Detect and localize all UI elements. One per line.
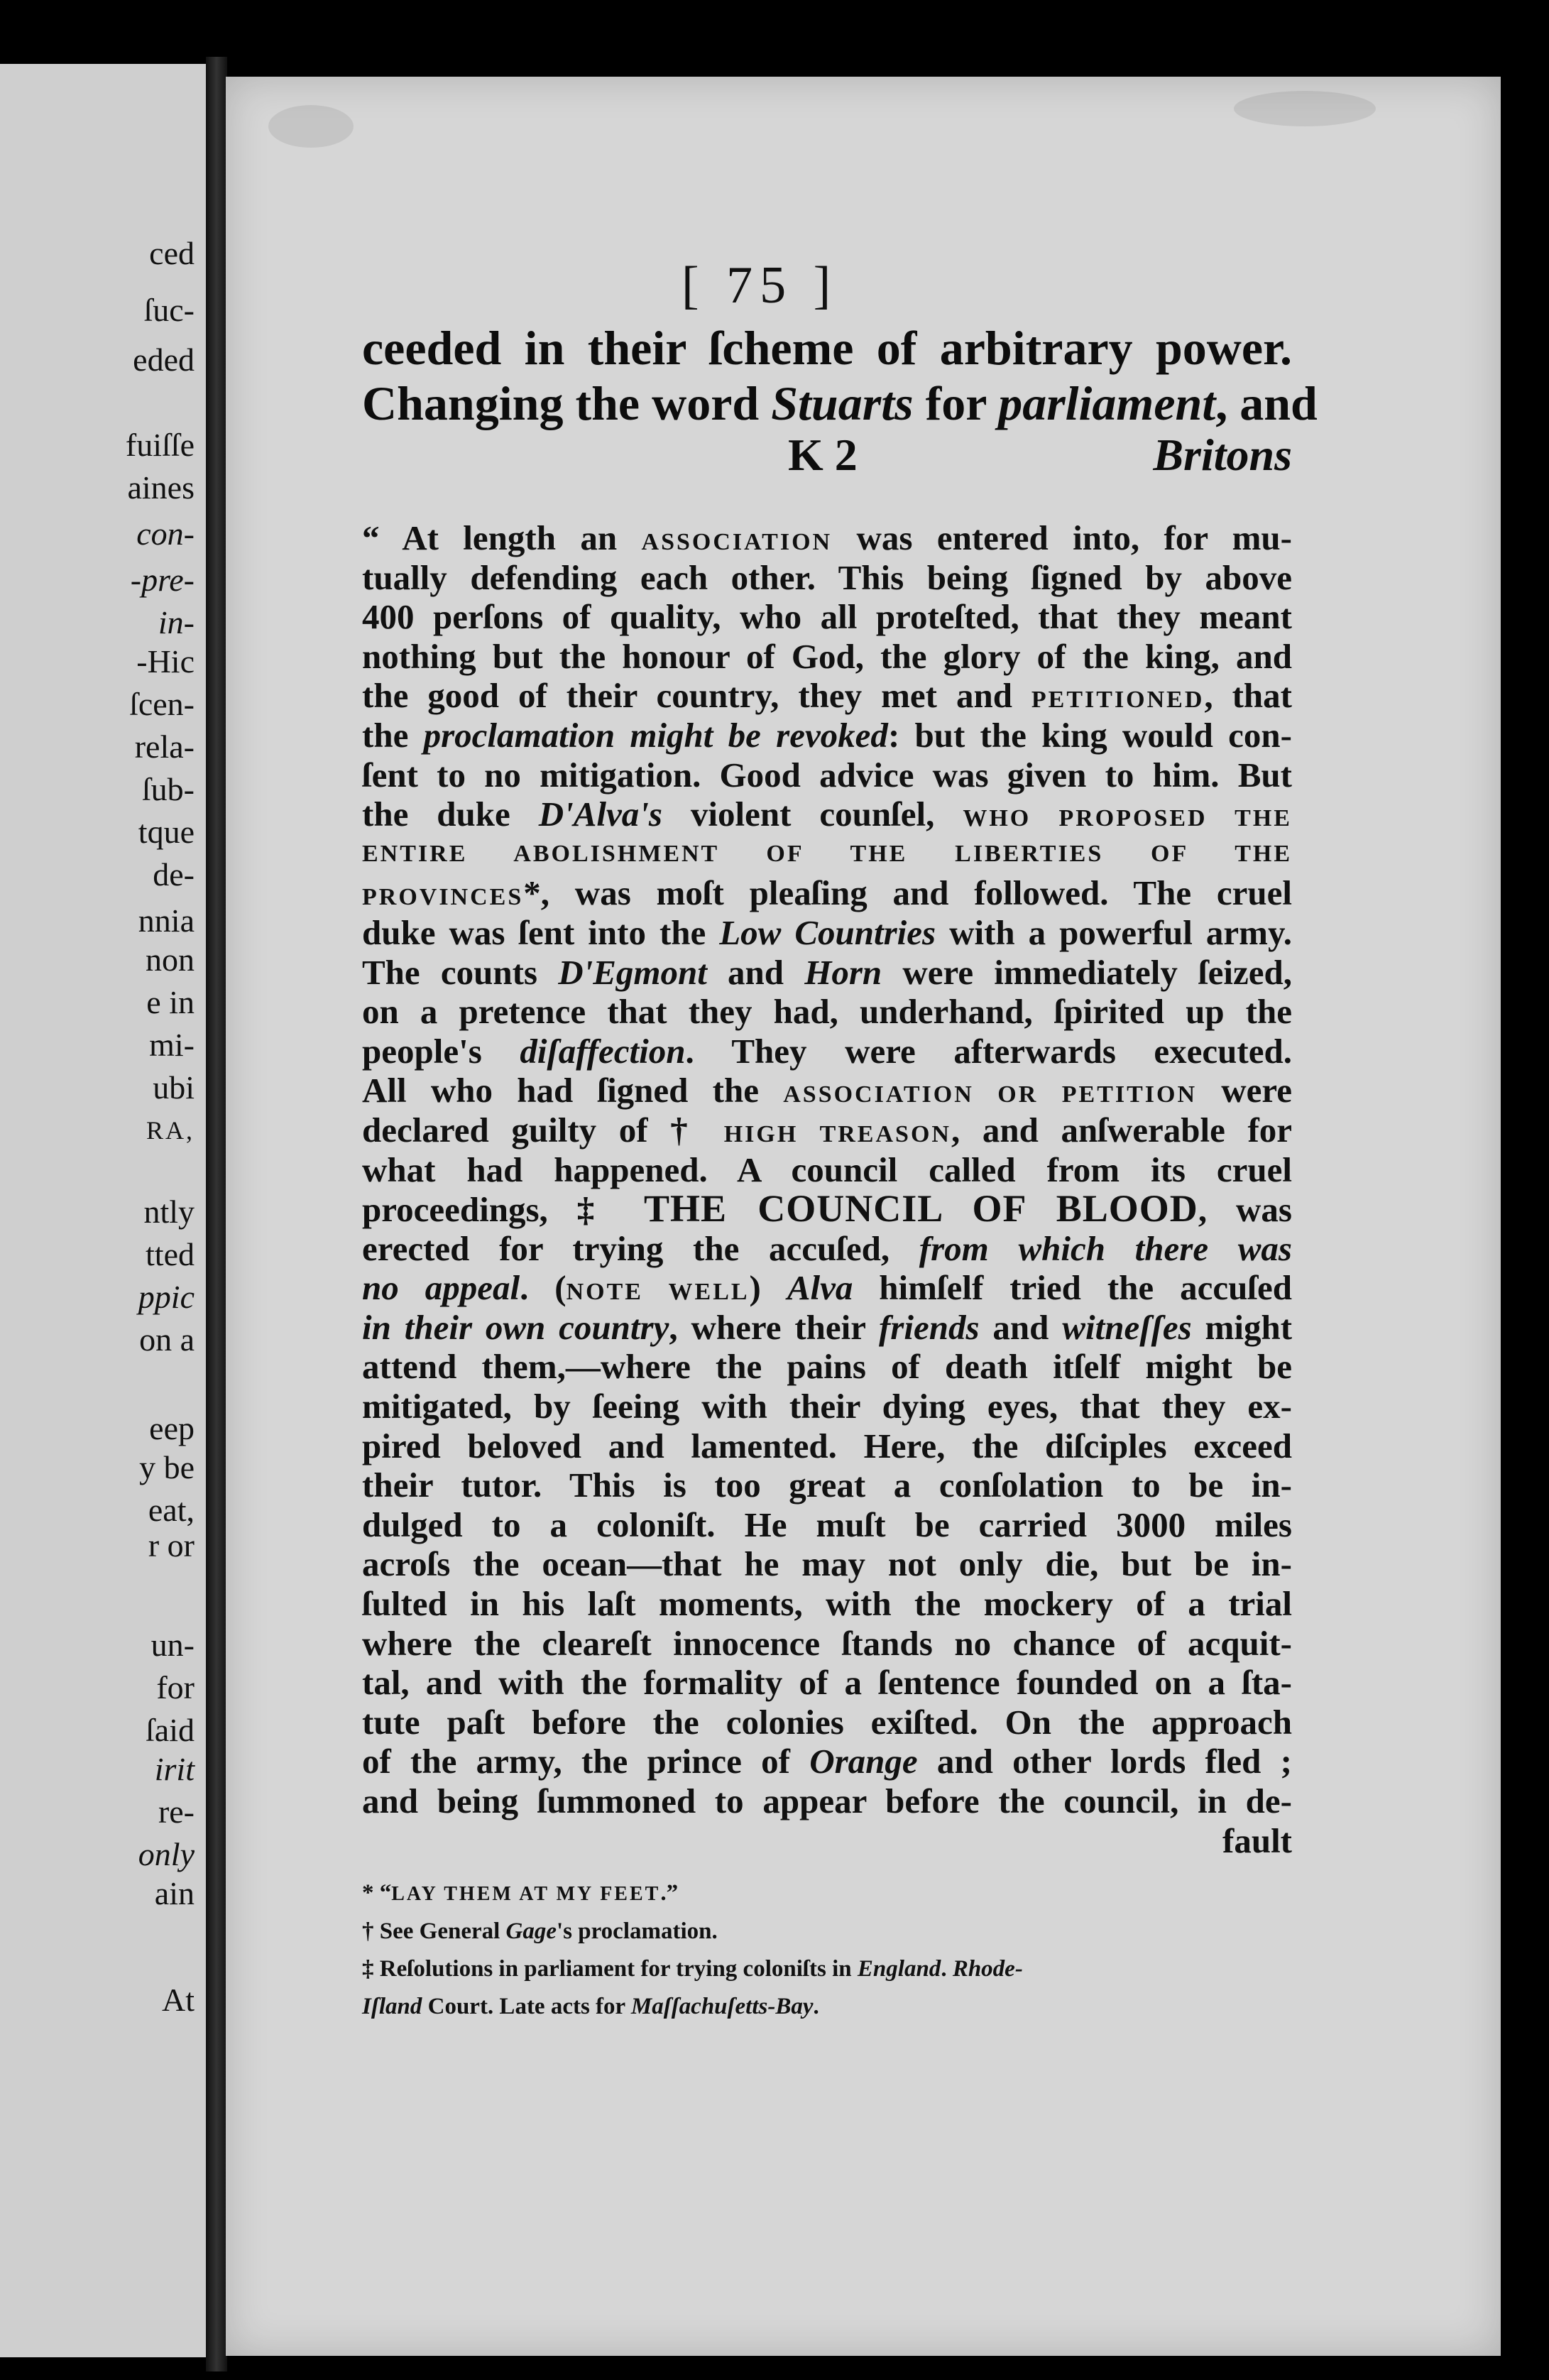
facing-page-line: -pre- bbox=[130, 562, 195, 598]
scan-border bbox=[1501, 36, 1549, 2380]
text-line: ENTIRE ABOLISHMENT OF THE LIBERTIES OF THE bbox=[362, 840, 1292, 867]
text-line: where the cleareſt innocence ſtands no chance of acquit- bbox=[362, 1623, 1292, 1663]
text-line: nothing but the honour of God, the glory of the king, and bbox=[362, 636, 1292, 676]
italic-span: Stuarts bbox=[771, 376, 914, 430]
signature-line bbox=[362, 429, 1292, 486]
facing-page-line: eded bbox=[133, 342, 195, 378]
book-gutter bbox=[206, 57, 227, 2371]
text-line: what had happened. A council called from its cruel bbox=[362, 1150, 1292, 1189]
page-number: [ 75 ] bbox=[682, 256, 838, 315]
footnotes bbox=[362, 1874, 1299, 2026]
text-line: tute paſt before the colonies exiſted. On the approach bbox=[362, 1702, 1292, 1742]
text-line: and being ſummoned to appear before the council, in de- bbox=[362, 1781, 1292, 1821]
facing-page-line: ſcen- bbox=[129, 686, 195, 722]
facing-page-line: ain bbox=[154, 1875, 195, 1911]
facing-page-line: re- bbox=[158, 1794, 195, 1830]
facing-page-line: r or bbox=[148, 1527, 195, 1563]
facing-page-line: irit bbox=[154, 1751, 195, 1787]
text-line: dulged to a coloniſt. He muſt be carried 3000 miles bbox=[362, 1505, 1292, 1544]
facing-page-line: de- bbox=[153, 856, 195, 892]
facing-page-line: nnia bbox=[138, 902, 195, 939]
footnote: * “LAY THEM AT MY FEET.” bbox=[362, 1880, 679, 1906]
quotation-body bbox=[362, 518, 1292, 1860]
footnote: Iſland Court. Late acts for Maſſachuſetts-Bay. bbox=[362, 1994, 819, 2019]
facing-page-line: con- bbox=[136, 515, 195, 552]
text-line: ſulted in his laſt moments, with the mockery of a trial bbox=[362, 1584, 1292, 1624]
text-line: declared guilty of † HIGH TREASON, and anſwerable for bbox=[362, 1110, 1293, 1150]
running-text-line bbox=[362, 375, 1318, 432]
text-line: proceedings, ‡ THE COUNCIL OF BLOOD, was bbox=[362, 1187, 1292, 1230]
facing-page-line: -Hic bbox=[136, 643, 195, 679]
text-line: the duke D'Alva's violent counſel, WHO PROPOSED THE bbox=[362, 795, 1292, 834]
facing-page-line: y be bbox=[139, 1449, 195, 1485]
text-line: tal, and with the formality of a ſentence founded on a ſta- bbox=[362, 1663, 1292, 1703]
catchword: fault bbox=[1222, 1821, 1292, 1860]
facing-page-line: ubi bbox=[153, 1069, 195, 1106]
text-line: their tutor. This is too great a conſolation to be in- bbox=[362, 1465, 1292, 1505]
text-line: erected for trying the accuſed, from which there was bbox=[362, 1228, 1292, 1268]
text-line: no appeal. (NOTE WELL) Alva himſelf tried the accuſed bbox=[362, 1268, 1292, 1308]
facing-page-line: in- bbox=[158, 604, 195, 640]
text-line: ſent to no mitigation. Good advice was given to him. But bbox=[362, 755, 1292, 795]
facing-page-line: eat, bbox=[148, 1492, 195, 1528]
text-line: people's diſaffection. They were afterwards executed. bbox=[362, 1031, 1292, 1071]
facing-page-line: ppic bbox=[138, 1279, 195, 1315]
page-stain bbox=[268, 105, 354, 148]
italic-span: parliament bbox=[998, 376, 1216, 430]
text-line: pired beloved and lamented. Here, the diſciples exceed bbox=[362, 1426, 1292, 1465]
facing-page-line: on a bbox=[139, 1321, 195, 1358]
footnote: † See General Gage's proclamation. bbox=[362, 1918, 718, 1944]
facing-page-line: tque bbox=[138, 814, 195, 850]
text-span: , and bbox=[1215, 376, 1318, 430]
facing-page-line: e in bbox=[146, 984, 195, 1020]
facing-page-line: ced bbox=[149, 235, 195, 271]
footnote: ‡ Reſolutions in parliament for trying coloniſts in England. Rhode- bbox=[362, 1956, 1023, 1982]
text-line: attend them,—where the pains of death itſelf might be bbox=[362, 1347, 1292, 1387]
text-span: for bbox=[913, 376, 999, 430]
facing-page-line: At bbox=[162, 1982, 195, 2018]
facing-page-line: fuiſſe bbox=[125, 427, 195, 463]
text-line: the proclamation might be revoked: but the king would con- bbox=[362, 715, 1292, 755]
facing-page-line: rela- bbox=[134, 728, 195, 765]
page-stain bbox=[1234, 91, 1376, 126]
catchword: Britons bbox=[1153, 430, 1292, 480]
facing-page-line: un- bbox=[150, 1627, 195, 1663]
facing-page-fragment bbox=[0, 64, 206, 2357]
facing-page-line: tted bbox=[146, 1236, 195, 1272]
text-line: PROVINCES*, was moſt pleaſing and followed. The cruel bbox=[362, 873, 1292, 913]
text-line: tually defending each other. This being ſigned by above bbox=[362, 557, 1292, 597]
signature-mark: K 2 bbox=[788, 430, 858, 480]
text-line: 400 perſons of quality, who all proteſted, that they meant bbox=[362, 597, 1292, 637]
text-line: All who had ſigned the ASSOCIATION OR PETITION were bbox=[362, 1071, 1292, 1110]
text-line: acroſs the ocean—that he may not only die, but be in- bbox=[362, 1544, 1292, 1584]
facing-page-line: non bbox=[146, 941, 195, 978]
text-line: duke was ſent into the Low Countries with a powerful army. bbox=[362, 912, 1292, 952]
facing-page-line: ſuc- bbox=[143, 292, 195, 328]
facing-page-line: eep bbox=[149, 1410, 195, 1446]
text-line: mitigated, by ſeeing with their dying eyes, that they ex- bbox=[362, 1387, 1292, 1426]
facing-page-line: only bbox=[138, 1836, 195, 1872]
facing-page-line: for bbox=[156, 1669, 195, 1705]
facing-page-line: ſub- bbox=[141, 771, 195, 807]
text-line: in their own country, where their friends and witneſſes might bbox=[362, 1307, 1293, 1347]
text-line: The counts D'Egmont and Horn were immediately ſeized, bbox=[362, 952, 1292, 992]
text-line: on a pretence that they had, underhand, ſpirited up the bbox=[362, 992, 1292, 1032]
facing-page-line: RA, bbox=[146, 1116, 195, 1145]
facing-page-line: ſaid bbox=[146, 1712, 195, 1748]
running-text-line: ceeded in their ſcheme of arbitrary power. bbox=[362, 321, 1292, 375]
facing-page-line: ntly bbox=[143, 1194, 195, 1230]
facing-page-line: mi- bbox=[149, 1027, 195, 1063]
facing-page-line: aines bbox=[127, 469, 195, 506]
text-span: Changing the word bbox=[362, 376, 772, 430]
text-line: of the army, the prince of Orange and other lords fled ; bbox=[362, 1742, 1292, 1781]
text-line: “ At length an ASSOCIATION was entered into, for mu- bbox=[362, 518, 1292, 557]
text-line: the good of their country, they met and PETITIONED, that bbox=[362, 676, 1292, 716]
